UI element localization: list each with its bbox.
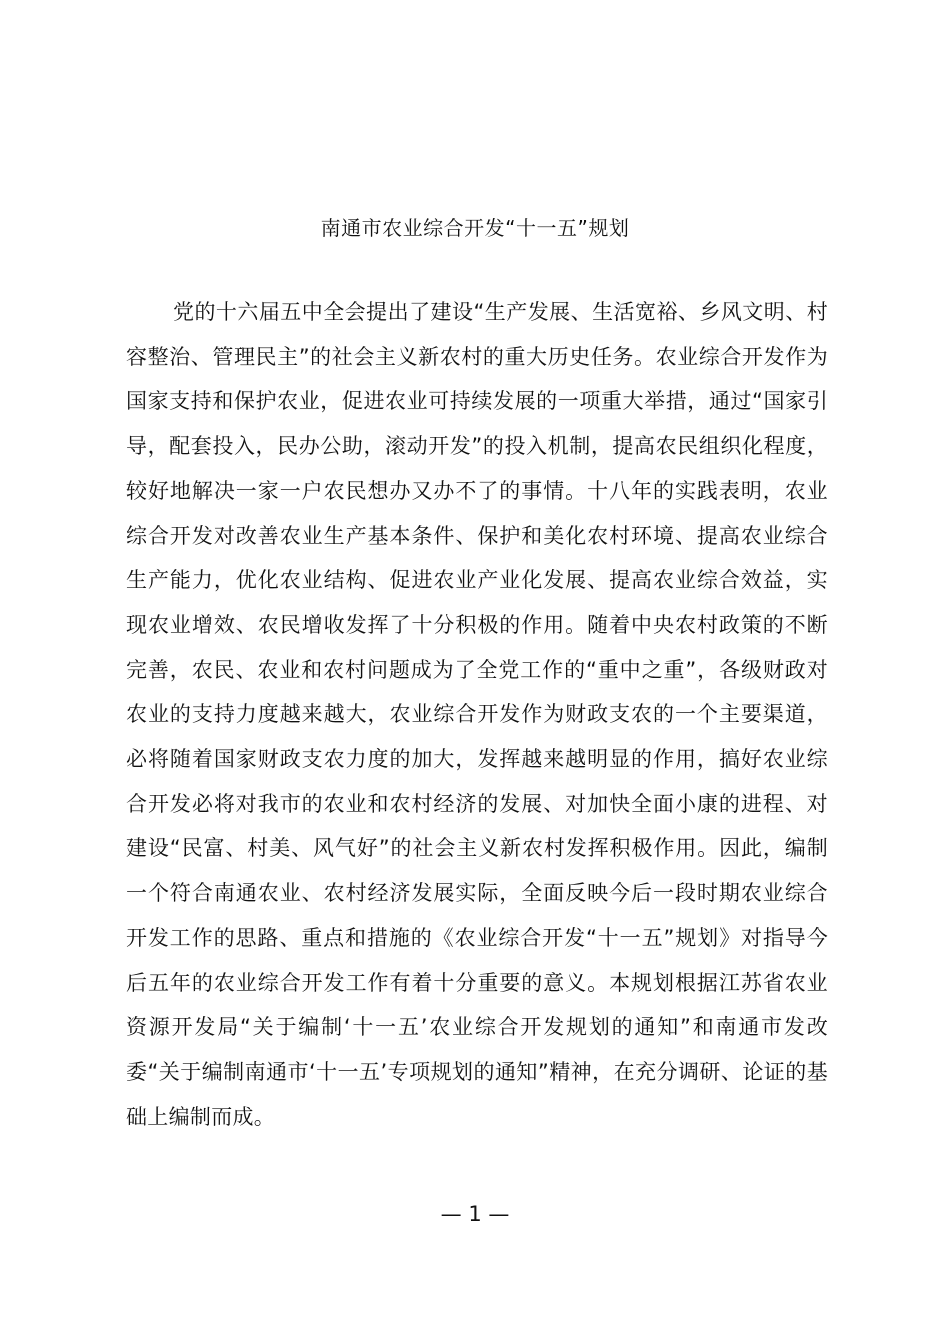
page-number: — 1 —: [440, 1202, 510, 1226]
document-title: 南通市农业综合开发“十一五”规划: [320, 216, 630, 240]
body-paragraph: 党的十六届五中全会提出了建设“生产发展、生活宽裕、乡风文明、村容整治、管理民主”的社会主义新农村的重大历史任务。农业综合开发作为国家支持和保护农业，促进农业可持续发展的一项重大举措，通过“国家引导，配套投入，民办公助，滚动开发”的投入机制，提高农民组织化程度，较好地解决一家一户农民想办又办不了的事情。十八年的实践表明，农业综合开发对改善农业生产基本条件、保护和美化农村环境、提高农业综合生产能力，优化农业结构、促进农业产业化发展、提高农业综合效益，实现农业增效、农民增收发挥了十分积极的作用。随着中央农村政策的不断完善，农民、农业和农村问题成为了全党工作的“重中之重”，各级财政对农业的支持力度越来越大，农业综合开发作为财政支农的一个主要渠道，必将随着国家财政支农力度的加大，发挥越来越明显的作用，搞好农业综合开发必将对我市的农业和农村经济的发展、对加快全面小康的进程、对建设“民富、村美、风气好”的社会主义新农村发挥积极作用。因此，编制一个符合南通农业、农村经济发展实际，全面反映今后一段时期农业综合开发工作的思路、重点和措施的《农业综合开发“十一五”规划》对指导今后五年的农业综合开发工作有着十分重要的意义。本规划根据江苏省农业资源开发局“关于编制‘十一五’农业综合开发规划的通知”和南通市发改委“关于编制南通市‘十一五’专项规划的通知”精神，在充分调研、论证的基础上编制而成。: [126, 300, 828, 1129]
